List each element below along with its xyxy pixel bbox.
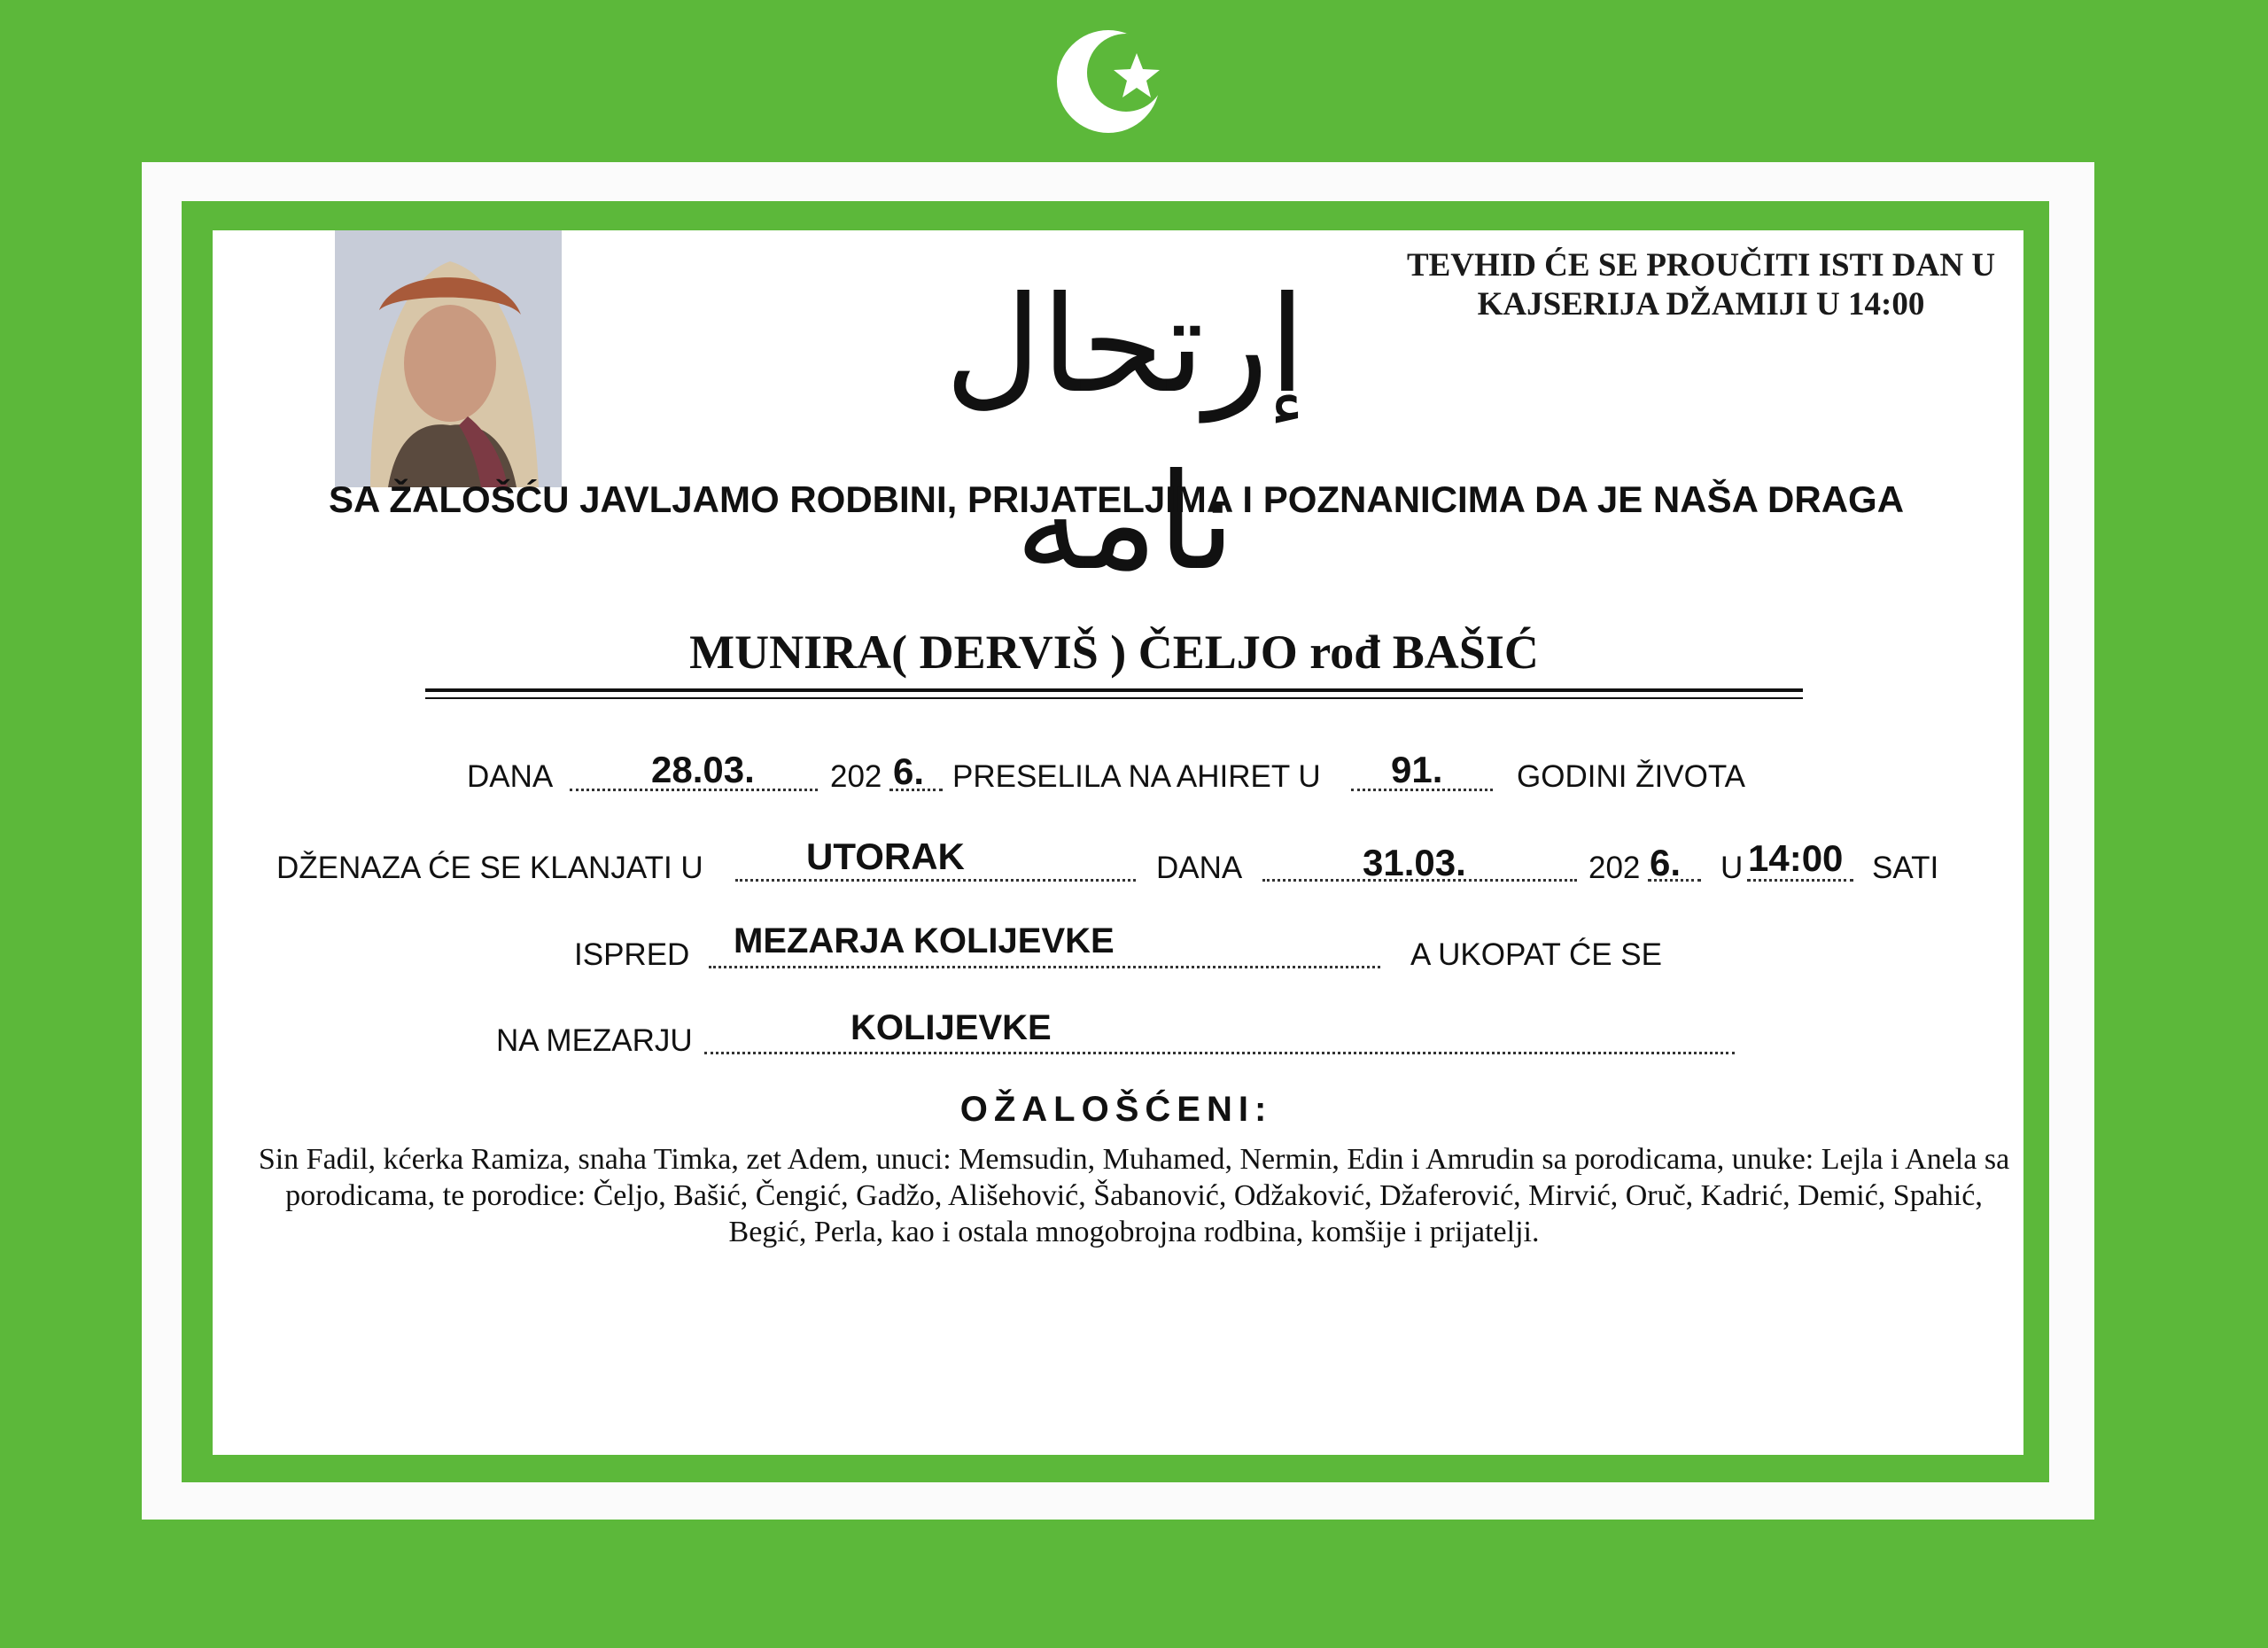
- dotted-line: [735, 879, 1136, 882]
- age: 91.: [1391, 749, 1443, 790]
- funeral-day: UTORAK: [806, 836, 965, 877]
- label-dana: DANA: [467, 759, 554, 794]
- label-dana-2: DANA: [1156, 851, 1243, 885]
- label-godini: GODINI ŽIVOTA: [1517, 759, 1745, 794]
- name-underline: [425, 688, 1803, 699]
- announcement-text: SA ŽALOŠĆU JAVLJAMO RODBINI, PRIJATELJIMA I POZNANICIMA DA JE NAŠA DRAGA: [328, 478, 1905, 520]
- mourners-list: Sin Fadil, kćerka Ramiza, snaha Timka, zet Adem, unuci: Memsudin, Muhamed, Nermin, Edin i Amrudin sa porodicama, unuke: Lejla i Anela sa porodicama, te porodice: Čeljo, Bašić, Čengić, Gadžo, Ališehović, Šabanović, Odžaković, Džaferović, Mirvić, Oruč, Kadrić, Demić, Spahić, Begić, Perla, kao i ostala mnogobrojna rodbina, komšije i prijatelji.: [258, 1143, 2010, 1248]
- label-ukopat: A UKOPAT ĆE SE: [1410, 937, 1662, 972]
- tevhid-notice: TEVHID ĆE SE PROUČITI ISTI DAN U KAJSERIJA DŽAMIJI U 14:00: [1406, 247, 1996, 323]
- year-prefix: 202: [830, 759, 882, 794]
- deceased-name: MUNIRA( DERVIŠ ) ČELJO rođ BAŠIĆ: [689, 626, 1539, 679]
- label-na-mezarju: NA MEZARJU: [496, 1023, 693, 1058]
- mourners-heading: OŽALOŠĆENI:: [959, 1090, 1273, 1129]
- label-u: U: [1720, 851, 1744, 885]
- dotted-line: [709, 966, 1380, 968]
- prayer-place: MEZARJA KOLIJEVKE: [734, 921, 1115, 960]
- deceased-photo: [335, 230, 562, 487]
- year-prefix-2: 202: [1588, 851, 1641, 885]
- label-ispred: ISPRED: [574, 937, 690, 972]
- funeral-date: 31.03.: [1363, 842, 1466, 883]
- dotted-line: [704, 1052, 1735, 1054]
- label-preselila: PRESELILA NA AHIRET U: [952, 759, 1321, 794]
- burial-cemetery: KOLIJEVKE: [850, 1008, 1052, 1047]
- crescent-star-icon: [1050, 19, 1174, 144]
- label-sati: SATI: [1872, 851, 1939, 885]
- death-year-digit: 6.: [893, 750, 925, 792]
- funeral-year-digit: 6.: [1650, 842, 1682, 883]
- label-dzenaza: DŽENAZA ĆE SE KLANJATI U: [276, 851, 703, 885]
- death-date: 28.03.: [651, 749, 755, 790]
- funeral-time: 14:00: [1748, 837, 1844, 879]
- arabic-heading: إرتحال نامه: [944, 268, 1306, 600]
